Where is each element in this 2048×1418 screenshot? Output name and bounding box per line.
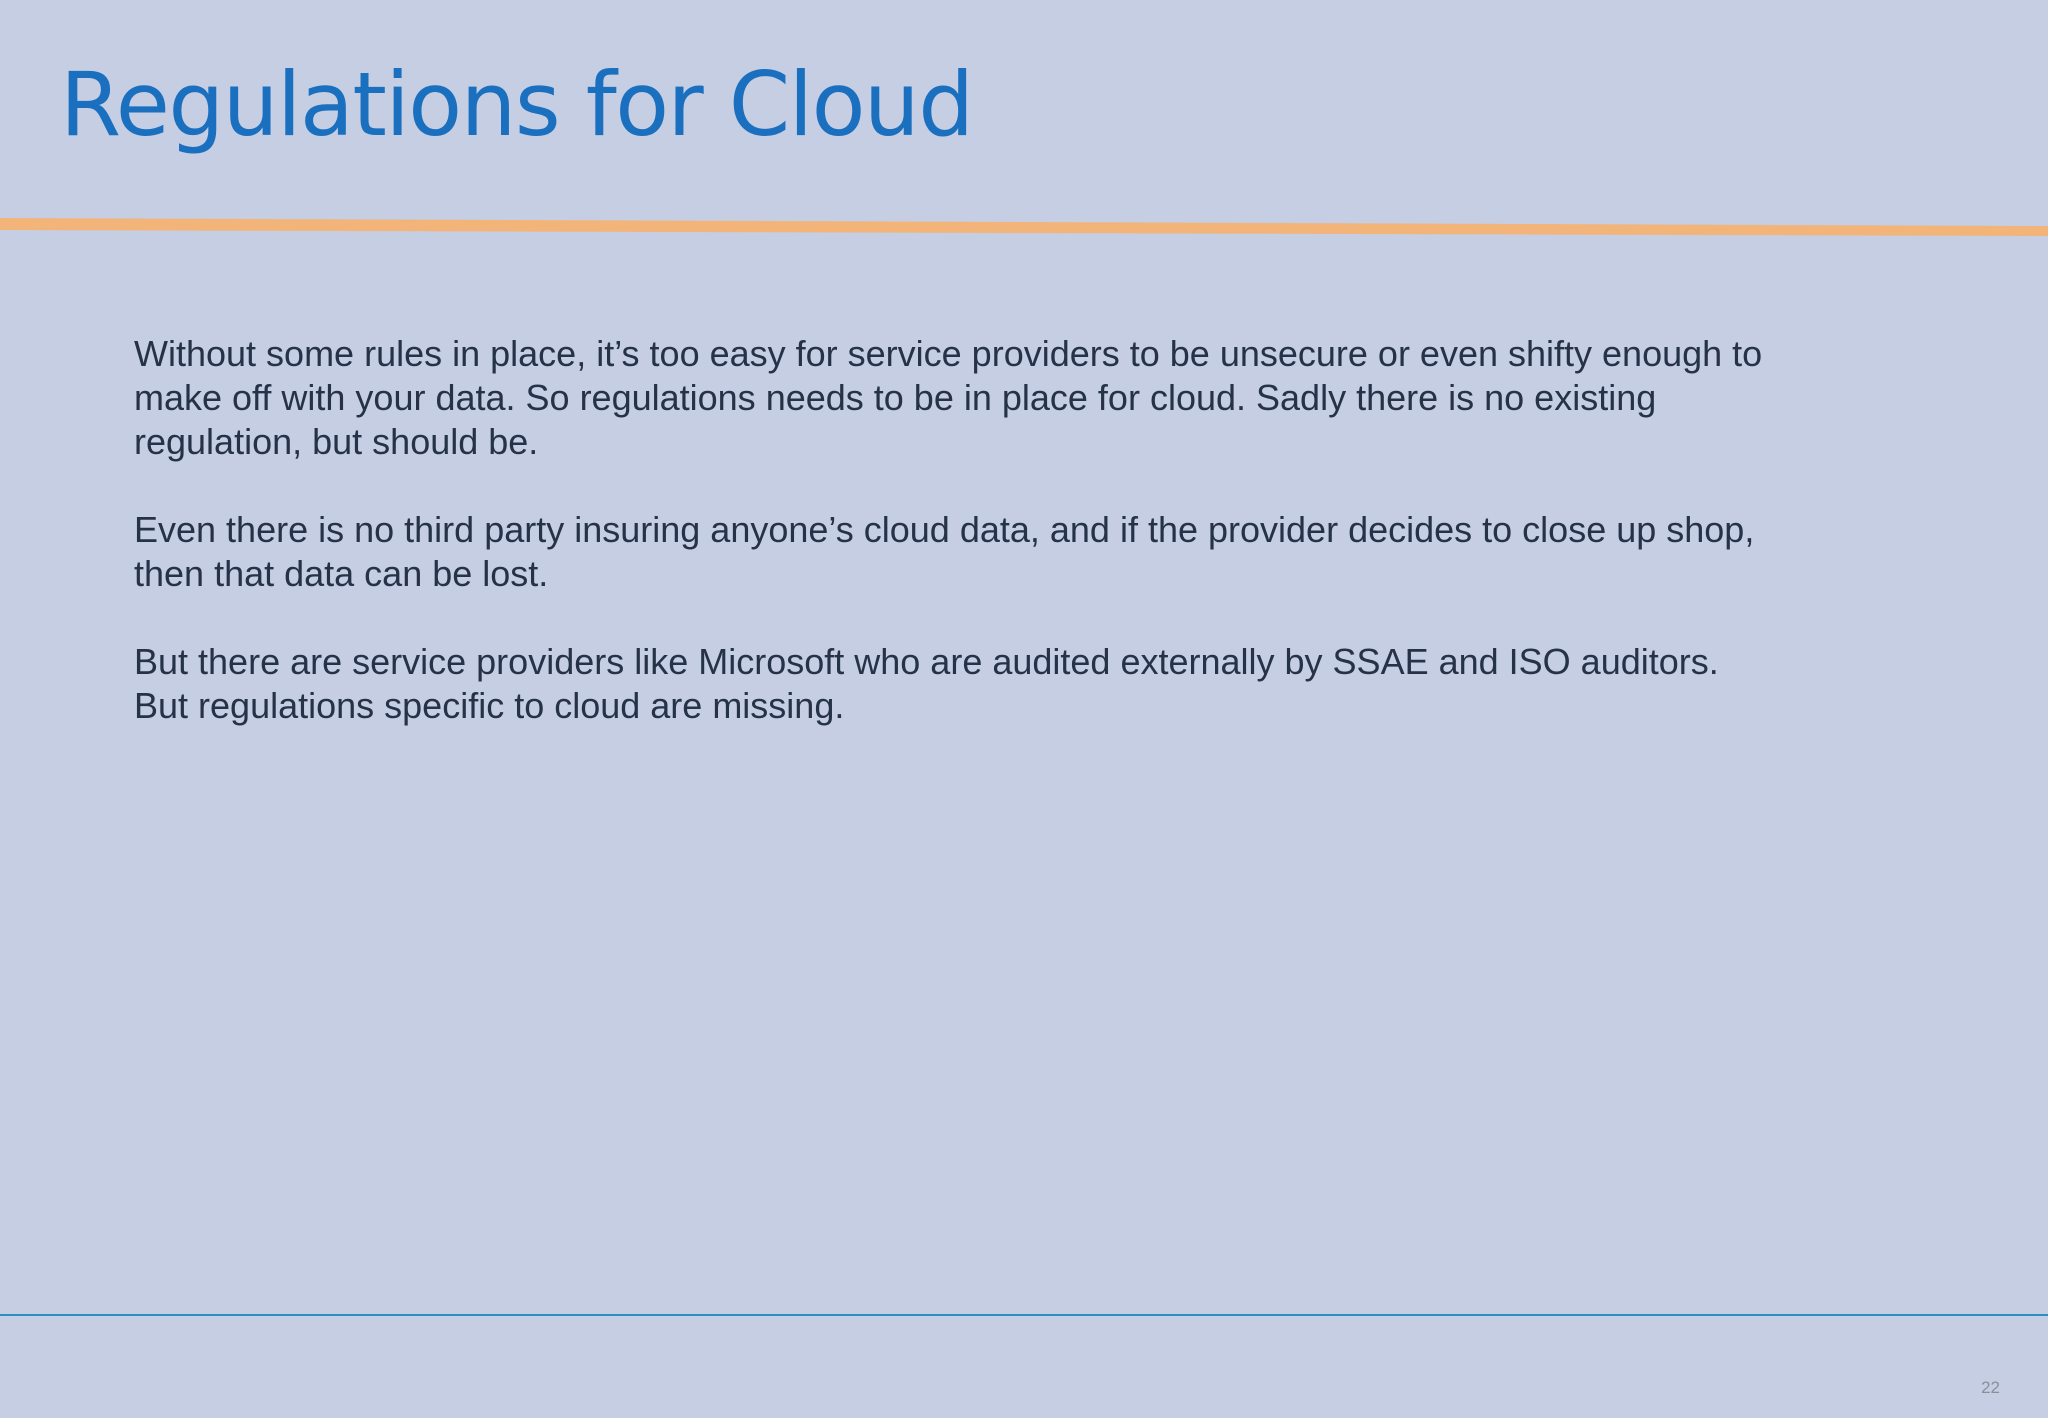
slide-title: Regulations for Cloud	[60, 53, 973, 156]
body-line: make off with your data. So regulations needs to be in place for cloud. Sadly there is no existing	[134, 377, 1657, 418]
page-number: 22	[1981, 1378, 2000, 1397]
body-paragraph	[134, 508, 1954, 596]
body-paragraph	[134, 332, 1954, 464]
body-line: Without some rules in place, it’s too easy for service providers to be unsecure or even shifty enough to	[134, 333, 1763, 374]
footer-rule	[0, 1314, 2048, 1316]
body-line: But there are service providers like Microsoft who are audited externally by SSAE and ISO auditors.	[134, 641, 1719, 682]
body-line: regulation, but should be.	[134, 421, 539, 462]
slide-body	[134, 332, 1954, 772]
body-paragraph	[134, 640, 1954, 728]
body-line: then that data can be lost.	[134, 553, 549, 594]
body-line: But regulations specific to cloud are missing.	[134, 685, 845, 726]
body-line: Even there is no third party insuring anyone’s cloud data, and if the provider decides to close up shop,	[134, 509, 1755, 550]
